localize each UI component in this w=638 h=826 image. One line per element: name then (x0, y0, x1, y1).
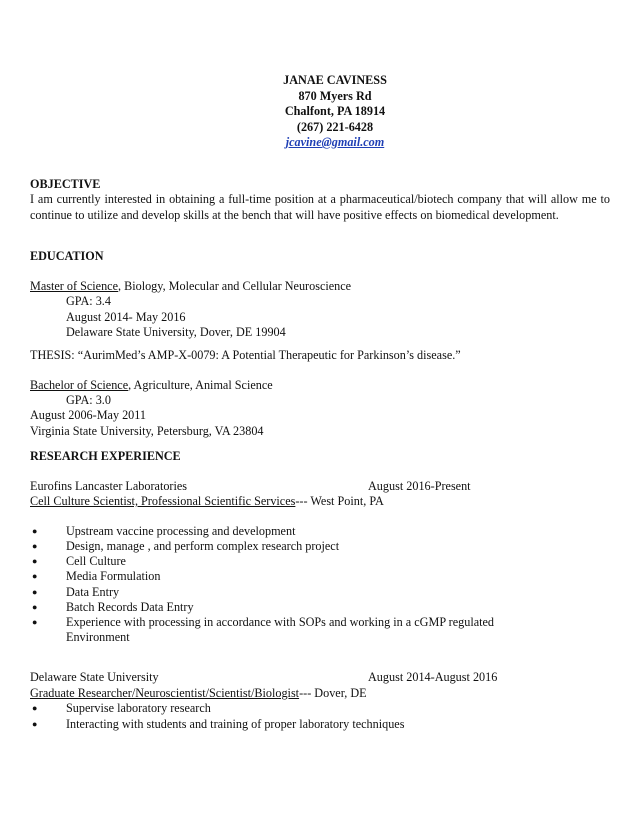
address-line-1: 870 Myers Rd (298, 88, 372, 103)
phone-number: (267) 221-6428 (296, 119, 374, 134)
job-2-dates: August 2014-August 2016 (368, 670, 498, 684)
address-line-2: Chalfont, PA 18914 (284, 104, 386, 118)
candidate-name: JANAE CAVINESS (283, 73, 387, 87)
job-1-location: --- West Point, PA (295, 494, 384, 508)
masters-field: , Biology, Molecular and Cellular Neuroscience (118, 279, 352, 293)
bachelors-degree-line (30, 378, 273, 393)
bullet-icon: ● (32, 703, 38, 713)
bullet-icon: ● (32, 571, 38, 581)
bullet-icon: ● (32, 602, 38, 612)
list-item: Data Entry (66, 585, 120, 599)
job-1-role: Cell Culture Scientist, Professional Scientific Services (30, 494, 296, 508)
list-item: Upstream vaccine processing and development (66, 524, 296, 538)
job-1-role-line (30, 494, 384, 509)
bullet-icon: ● (32, 587, 38, 597)
job-2-role: Graduate Researcher/Neuroscientist/Scientist/Biologist (30, 686, 300, 700)
bachelors-gpa: GPA: 3.0 (66, 393, 111, 407)
list-item-continuation: Environment (66, 630, 130, 644)
list-item: Batch Records Data Entry (66, 600, 194, 614)
bullet-icon: ● (32, 526, 38, 536)
list-item: Cell Culture (66, 554, 126, 568)
masters-gpa: GPA: 3.4 (66, 294, 111, 308)
list-item: Interacting with students and training of proper laboratory techniques (66, 717, 405, 731)
research-heading: RESEARCH EXPERIENCE (30, 449, 181, 463)
job-1-employer: Eurofins Lancaster Laboratories (30, 479, 188, 493)
job-2-role-line (30, 686, 367, 701)
thesis-line: THESIS: “AurimMed’s AMP-X-0079: A Potential Therapeutic for Parkinson’s disease.” (30, 348, 461, 362)
job-2-location: --- Dover, DE (299, 686, 367, 700)
bachelors-field: , Agriculture, Animal Science (128, 378, 273, 392)
bachelors-dates: August 2006-May 2011 (30, 408, 147, 422)
objective-heading: OBJECTIVE (30, 177, 101, 191)
list-item: Supervise laboratory research (66, 701, 211, 715)
masters-degree-line (30, 279, 351, 294)
bullet-icon: ● (32, 719, 38, 729)
bullet-icon: ● (32, 556, 38, 566)
objective-text: I am currently interested in obtaining a full-time position at a pharmaceutical/biotech company that will allow me to continue to utilize and develop skills at the bench that will have positive effects on biomedical development. (30, 192, 610, 222)
contact-header (230, 73, 440, 151)
masters-degree: Master of Science (30, 279, 118, 293)
job-2-employer: Delaware State University (30, 670, 159, 684)
bullet-icon: ● (32, 617, 38, 627)
bullet-icon: ● (32, 541, 38, 551)
email-link[interactable]: jcavine@gmail.com (285, 135, 385, 149)
list-item: Media Formulation (66, 569, 161, 583)
education-heading: EDUCATION (30, 249, 104, 263)
list-item: Experience with processing in accordance with SOPs and working in a cGMP regulated (66, 615, 495, 629)
masters-dates: August 2014- May 2016 (66, 310, 186, 324)
bachelors-degree: Bachelor of Science (30, 378, 129, 392)
list-item: Design, manage , and perform complex research project (66, 539, 340, 553)
bachelors-school: Virginia State University, Petersburg, VA 23804 (30, 424, 264, 438)
job-1-dates: August 2016-Present (368, 479, 471, 493)
masters-school: Delaware State University, Dover, DE 19904 (66, 325, 286, 339)
